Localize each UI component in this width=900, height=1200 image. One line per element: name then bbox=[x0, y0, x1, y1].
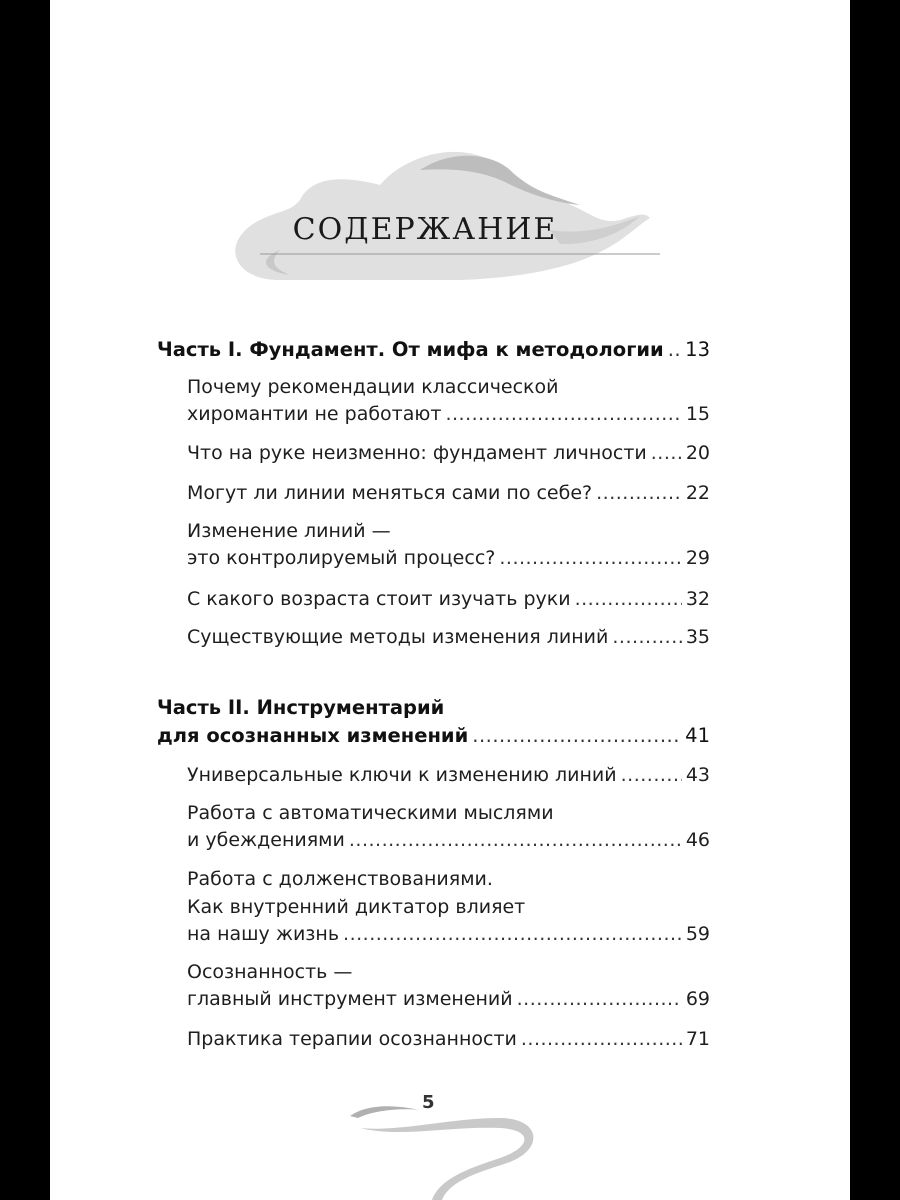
toc-chapter-line bbox=[187, 520, 391, 542]
toc-chapter-title: это контролируемый процесс? bbox=[187, 547, 496, 569]
toc-chapter-line bbox=[187, 961, 352, 983]
toc-page-number: 35 bbox=[685, 626, 710, 648]
toc-chapter-line bbox=[187, 868, 493, 890]
toc-page-number: 29 bbox=[685, 547, 710, 569]
toc-part-title: для осознанных изменений bbox=[157, 724, 469, 747]
toc-chapter-1[interactable] bbox=[187, 403, 710, 425]
toc-page-number: 59 bbox=[685, 923, 710, 945]
toc-part-title: Часть I. Фундамент. От мифа к методологии bbox=[157, 338, 664, 361]
toc-chapter-line bbox=[187, 376, 559, 398]
toc-leader bbox=[349, 829, 682, 851]
toc-chapter-title: на нашу жизнь bbox=[187, 923, 340, 945]
toc-leader bbox=[521, 1028, 682, 1050]
toc-leader bbox=[575, 588, 682, 610]
toc-page-number: 13 bbox=[685, 338, 710, 361]
toc-chapter-5[interactable] bbox=[187, 588, 710, 610]
toc-leader bbox=[445, 403, 681, 425]
toc-chapter-8[interactable] bbox=[187, 764, 710, 786]
toc-chapter-9[interactable] bbox=[187, 829, 710, 851]
toc-page-number: 41 bbox=[685, 724, 710, 747]
toc-chapter-line bbox=[187, 896, 525, 918]
toc-page-number: 43 bbox=[685, 764, 710, 786]
toc-part-1[interactable] bbox=[157, 338, 710, 361]
table-of-contents bbox=[50, 0, 850, 1200]
book-page bbox=[50, 0, 850, 1200]
toc-chapter-title: главный инструмент изменений bbox=[187, 988, 513, 1010]
toc-chapter-title: Что на руке неизменно: фундамент личности bbox=[187, 442, 647, 464]
toc-chapter-title: С какого возраста стоит изучать руки bbox=[187, 588, 571, 610]
toc-chapter-title: Работа с автоматическими мыслями bbox=[187, 802, 554, 824]
toc-chapter-title: и убеждениями bbox=[187, 829, 345, 851]
toc-chapter-title: Почему рекомендации классической bbox=[187, 376, 559, 398]
toc-page-number: 22 bbox=[685, 482, 710, 504]
toc-chapter-title: хиромантии не работают bbox=[187, 403, 442, 425]
toc-chapter-title: Как внутренний диктатор влияет bbox=[187, 896, 526, 918]
toc-page-number: 71 bbox=[685, 1028, 710, 1050]
page-number: 5 bbox=[422, 1092, 435, 1113]
toc-chapter-title: Универсальные ключи к изменению линий bbox=[187, 764, 617, 786]
toc-chapter-title: Практика терапии осознанности bbox=[187, 1028, 517, 1050]
footer-swirl-decoration bbox=[340, 1088, 540, 1200]
toc-chapter-title: Осознанность — bbox=[187, 961, 353, 983]
toc-chapter-6[interactable] bbox=[187, 626, 710, 648]
toc-chapter-line bbox=[187, 802, 554, 824]
toc-chapter-4[interactable] bbox=[187, 547, 710, 569]
toc-chapter-10[interactable] bbox=[187, 923, 710, 945]
toc-part-2[interactable] bbox=[157, 724, 710, 747]
toc-chapter-12[interactable] bbox=[187, 1028, 710, 1050]
toc-page-number: 32 bbox=[685, 588, 710, 610]
toc-leader bbox=[499, 547, 681, 569]
toc-leader bbox=[668, 338, 681, 361]
toc-chapter-11[interactable] bbox=[187, 988, 710, 1010]
toc-part-title: Часть II. Инструментарий bbox=[157, 696, 445, 719]
toc-leader bbox=[621, 764, 682, 786]
toc-part-line bbox=[157, 696, 444, 719]
toc-chapter-title: Работа с долженствованиями. bbox=[187, 868, 493, 890]
toc-chapter-2[interactable] bbox=[187, 442, 710, 464]
toc-page-number: 69 bbox=[685, 988, 710, 1010]
toc-leader bbox=[517, 988, 682, 1010]
toc-leader bbox=[651, 442, 682, 464]
page-title: СОДЕРЖАНИЕ bbox=[292, 212, 558, 247]
toc-chapter-3[interactable] bbox=[187, 482, 710, 504]
toc-chapter-title: Могут ли линии меняться сами по себе? bbox=[187, 482, 593, 504]
toc-leader bbox=[472, 724, 681, 747]
toc-page-number: 15 bbox=[685, 403, 710, 425]
toc-leader bbox=[343, 923, 682, 945]
toc-leader bbox=[596, 482, 682, 504]
toc-chapter-title: Существующие методы изменения линий bbox=[187, 626, 609, 648]
toc-chapter-title: Изменение линий — bbox=[187, 520, 391, 542]
toc-leader bbox=[612, 626, 681, 648]
toc-page-number: 46 bbox=[685, 829, 710, 851]
toc-page-number: 20 bbox=[685, 442, 710, 464]
